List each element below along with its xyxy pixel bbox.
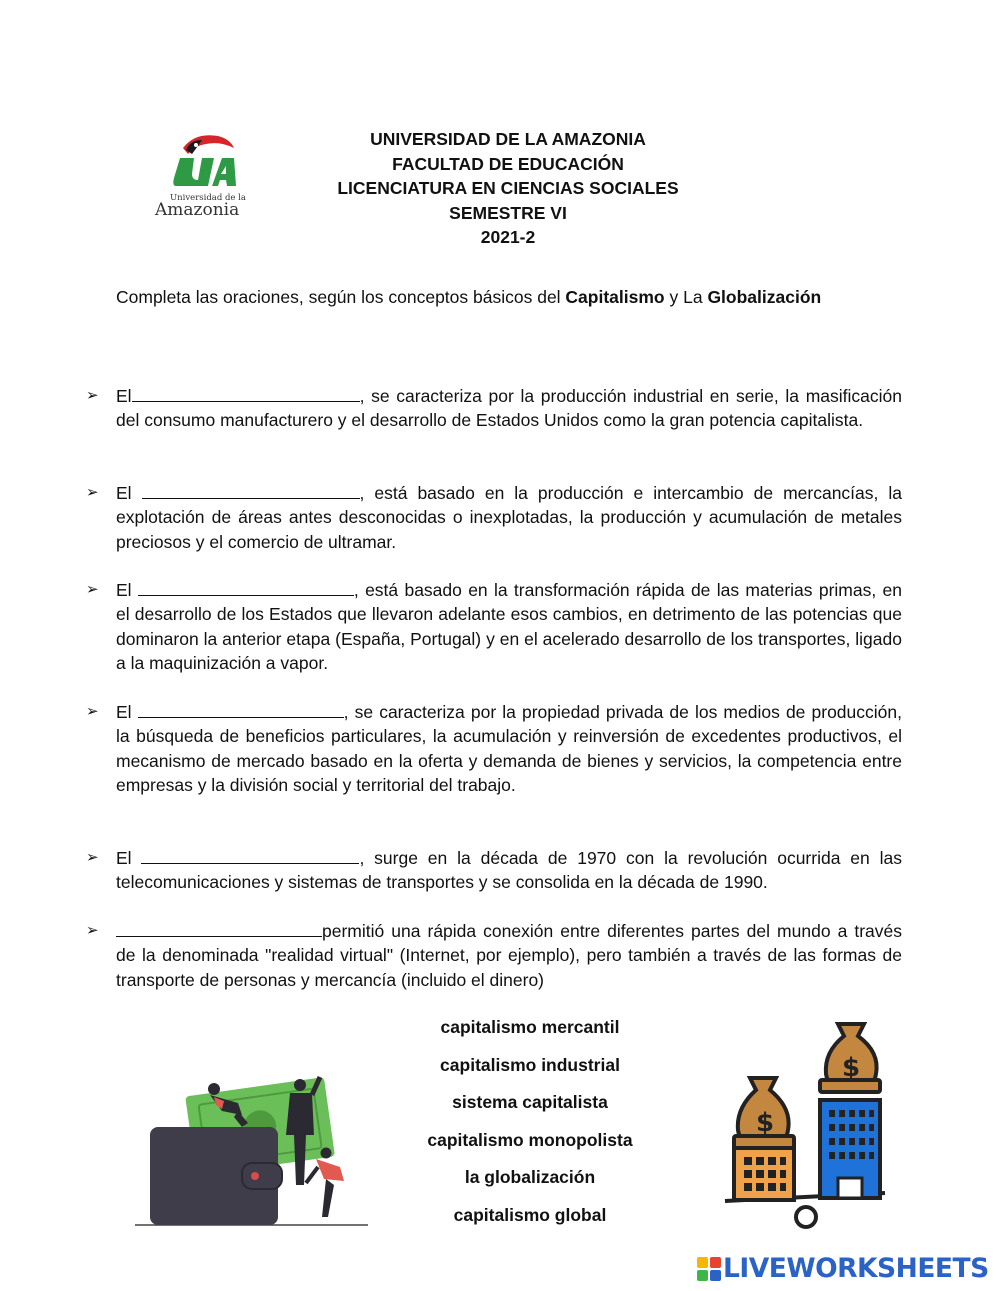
- answer-blank[interactable]: [132, 385, 360, 402]
- sentence-prefix: El: [116, 483, 142, 503]
- answer-blank[interactable]: [138, 701, 344, 718]
- word-bank-item[interactable]: capitalismo industrial: [440, 1054, 620, 1075]
- brand-name: LIVEWORKSHEETS: [723, 1253, 989, 1284]
- arrow-bullet-icon: ➢: [86, 581, 99, 598]
- liveworksheets-logo-icon: [697, 1257, 721, 1281]
- instructions: [116, 285, 902, 310]
- university-logo: [150, 128, 265, 223]
- answer-blank[interactable]: [141, 847, 359, 864]
- money-buildings-illustration: [720, 1018, 890, 1233]
- sentence-text: permitió una rápida conexión entre diferentes partes del mundo a través de la denominada "realidad virtual" (Internet, por ejemplo), pero también a través de las formas de transporte de personas y mercancía (incluido el dinero): [116, 921, 902, 990]
- instructions-text: y La: [664, 287, 708, 307]
- arrow-bullet-icon: ➢: [86, 387, 99, 404]
- sentence-prefix: El: [116, 702, 138, 722]
- sentence-prefix: El: [116, 848, 142, 868]
- sentence-item: [86, 846, 902, 895]
- answer-blank[interactable]: [116, 920, 322, 937]
- sentence-item: [86, 700, 902, 797]
- money-bag-scale-icon: [720, 1018, 890, 1233]
- answer-blank[interactable]: [138, 579, 354, 596]
- arrow-bullet-icon: ➢: [86, 703, 99, 720]
- header-line: LICENCIATURA EN CIENCIAS SOCIALES: [337, 178, 679, 198]
- liveworksheets-brand: [697, 1254, 997, 1284]
- sentence-text: , está basado en la transformación rápida de las materias primas, en el desarrollo de los Estados que llevaron adelante esos cambios, en detrimento de las potencias que dominaron la anterior etapa (España, Portugal) y en el acelerado desarrollo de los transportes, ligado a la maquinización a vapor.: [116, 580, 902, 673]
- word-bank-item[interactable]: capitalismo monopolista: [427, 1129, 633, 1150]
- wallet-money-illustration: [130, 1075, 375, 1235]
- sentence-item: [86, 578, 902, 675]
- toucan-logo-icon: [150, 128, 265, 223]
- header-line: UNIVERSIDAD DE LA AMAZONIA: [370, 129, 646, 149]
- word-bank: [400, 1013, 660, 1238]
- sentence-text: , surge en la década de 1970 con la revolución ocurrida en las telecomunicaciones y sistemas de transportes y se consolida en la década de 1990.: [116, 848, 902, 893]
- arrow-bullet-icon: ➢: [86, 922, 99, 939]
- svg-text:$: $: [842, 1053, 861, 1083]
- sentence-prefix: El: [116, 386, 132, 406]
- sentence-item: [86, 481, 902, 554]
- word-bank-item[interactable]: sistema capitalista: [452, 1092, 608, 1112]
- sentence-prefix: El: [116, 580, 138, 600]
- sentence-text: , se caracteriza por la propiedad privada de los medios de producción, la búsqueda de beneficios particulares, la acumulación y reinversión de excedentes productivos, el mecanismo de mercado basado en la oferta y demanda de bienes y servicios, la competencia entre empresas y la división social y territorial del trabajo.: [116, 702, 902, 795]
- arrow-bullet-icon: ➢: [86, 484, 99, 501]
- answer-blank[interactable]: [142, 482, 360, 499]
- svg-text:$: $: [756, 1108, 775, 1138]
- instructions-bold: Capitalismo: [565, 287, 665, 307]
- svg-text:Amazonia: Amazonia: [155, 200, 240, 220]
- header-line: 2021-2: [480, 227, 536, 247]
- arrow-bullet-icon: ➢: [86, 849, 99, 866]
- word-bank-item[interactable]: capitalismo mercantil: [440, 1017, 620, 1037]
- sentence-item: [86, 384, 902, 433]
- svg-text:Universidad de la: Universidad de la: [170, 193, 246, 203]
- word-bank-item[interactable]: capitalismo global: [453, 1204, 607, 1225]
- sentence-item: [86, 919, 902, 992]
- header-line: FACULTAD DE EDUCACIÓN: [392, 153, 624, 174]
- sentence-text: , está basado en la producción e intercambio de mercancías, la explotación de áreas antes desconocidas o inexplotadas, la producción y acumulación de metales preciosos y el comercio de ultramar.: [116, 483, 902, 552]
- word-bank-item[interactable]: la globalización: [464, 1167, 596, 1187]
- document-header: [300, 127, 716, 250]
- instructions-bold: Globalización: [707, 287, 822, 307]
- header-line: SEMESTRE VI: [449, 202, 567, 223]
- wallet-icon: [130, 1075, 375, 1235]
- instructions-text: Completa las oraciones, según los conceptos básicos del: [116, 287, 566, 307]
- sentence-text: , se caracteriza por la producción industrial en serie, la masificación del consumo manufacturero y el desarrollo de Estados Unidos como la gran potencia capitalista.: [116, 386, 902, 431]
